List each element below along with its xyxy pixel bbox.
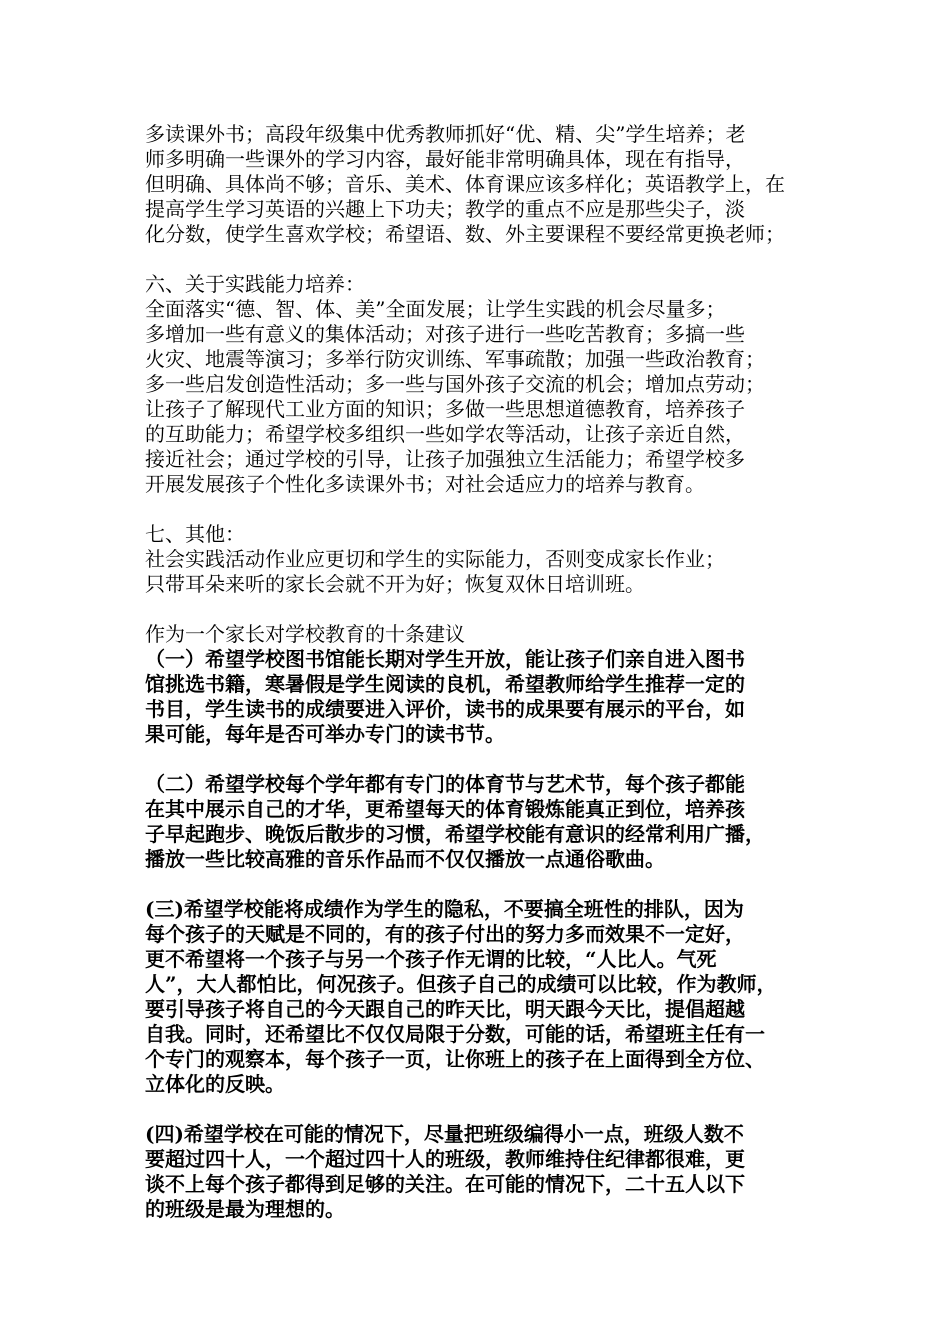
suggestion-2 [145,772,825,872]
text-line: 提高学生学习英语的兴趣上下功夫；教学的重点不应是那些尖子，淡 [145,197,745,221]
paragraph-gap [145,747,825,772]
paragraph-gap [145,597,825,622]
text-line: 接近社会；通过学校的引导，让孩子加强独立生活能力；希望学校多 [145,447,745,471]
text-line: 个专门的观察本，每个孩子一页，让你班上的孩子在上面得到全方位、 [145,1047,765,1071]
text-line: 在其中展示自己的才华，更希望每天的体育锻炼能真正到位，培养孩 [145,797,745,821]
ten-suggestions-title-block [145,622,825,647]
text-line: 让孩子了解现代工业方面的知识；多做一些思想道德教育，培养孩子 [145,397,745,421]
text-line: 自我。同时，还希望比不仅仅局限于分数，可能的话，希望班主任有一 [145,1022,765,1046]
paragraph-gap [145,1097,825,1122]
paragraph-gap [145,247,825,272]
text-line: 书目，学生读书的成绩要进入评价，读书的成果要有展示的平台，如 [145,697,745,721]
text-line: 火灾、地震等演习；多举行防灾训练、军事疏散；加强一些政治教育； [145,347,765,371]
text-line: 只带耳朵来听的家长会就不开为好；恢复双休日培训班。 [145,572,645,596]
text-line: 多读课外书；高段年级集中优秀教师抓好“优、精、尖”学生培养；老 [145,122,746,146]
text-line: 师多明确一些课外的学习内容，最好能非常明确具体，现在有指导， [145,147,745,171]
text-line: （一）希望学校图书馆能长期对学生开放，能让孩子们亲自进入图书 [145,647,745,671]
text-line: 开展发展孩子个性化多读课外书；对社会适应力的培养与教育。 [145,472,705,496]
text-line: 馆挑选书籍，寒暑假是学生阅读的良机，希望教师给学生推荐一定的 [145,672,745,696]
text-line: 果可能，每年是否可举办专门的读书节。 [145,722,505,746]
text-line: 要超过四十人，一个超过四十人的班级，教师维持住纪律都很难，更 [145,1147,745,1171]
text-line: 每个孩子的天赋是不同的，有的孩子付出的努力多而效果不一定好， [145,922,745,946]
suggestion-4 [145,1122,825,1222]
suggestion-3 [145,897,825,1097]
text-line: 的班级是最为理想的。 [145,1197,345,1221]
text-line: 播放一些比较高雅的音乐作品而不仅仅播放一点通俗歌曲。 [145,847,665,871]
paragraph-gap [145,497,825,522]
text-line: 更不希望将一个孩子与另一个孩子作无谓的比较，“人比人。气死 [145,947,717,971]
text-line: 但明确、具体尚不够；音乐、美术、体育课应该多样化；英语教学上，在 [145,172,785,196]
section-7-title: 七、其他： [145,522,245,546]
section-5-continued [145,122,825,247]
document-page [145,122,825,1222]
section-6-title: 六、关于实践能力培养： [145,272,365,296]
text-line: 谈不上每个孩子都得到足够的关注。在可能的情况下，二十五人以下 [145,1172,745,1196]
text-line: 子早起跑步、晚饭后散步的习惯，希望学校能有意识的经常利用广播， [145,822,765,846]
text-line: 的互助能力；希望学校多组织一些如学农等活动，让孩子亲近自然， [145,422,745,446]
text-line: （二）希望学校每个学年都有专门的体育节与艺术节，每个孩子都能 [145,772,745,796]
section-7 [145,522,825,597]
ten-suggestions-title: 作为一个家长对学校教育的十条建议 [145,622,465,646]
text-line: 多一些启发创造性活动；多一些与国外孩子交流的机会；增加点劳动； [145,372,765,396]
text-line: (三)希望学校能将成绩作为学生的隐私，不要搞全班性的排队，因为 [145,897,744,921]
section-6 [145,272,825,497]
text-line: 社会实践活动作业应更切和学生的实际能力，否则变成家长作业； [145,547,725,571]
text-line: 要引导孩子将自己的今天跟自己的昨天比，明天跟今天比，提倡超越 [145,997,745,1021]
suggestion-1 [145,647,825,747]
text-line: 化分数，使学生喜欢学校；希望语、数、外主要课程不要经常更换老师； [145,222,785,246]
text-line: 多增加一些有意义的集体活动；对孩子进行一些吃苦教育；多搞一些 [145,322,745,346]
text-line: 全面落实“德、智、体、美”全面发展；让学生实践的机会尽量多； [145,297,726,321]
text-line: 立体化的反映。 [145,1072,285,1096]
text-line: (四)希望学校在可能的情况下，尽量把班级编得小一点，班级人数不 [145,1122,744,1146]
text-line: 人”，大人都怕比，何况孩子。但孩子自己的成绩可以比较，作为教师， [145,972,777,996]
paragraph-gap [145,872,825,897]
